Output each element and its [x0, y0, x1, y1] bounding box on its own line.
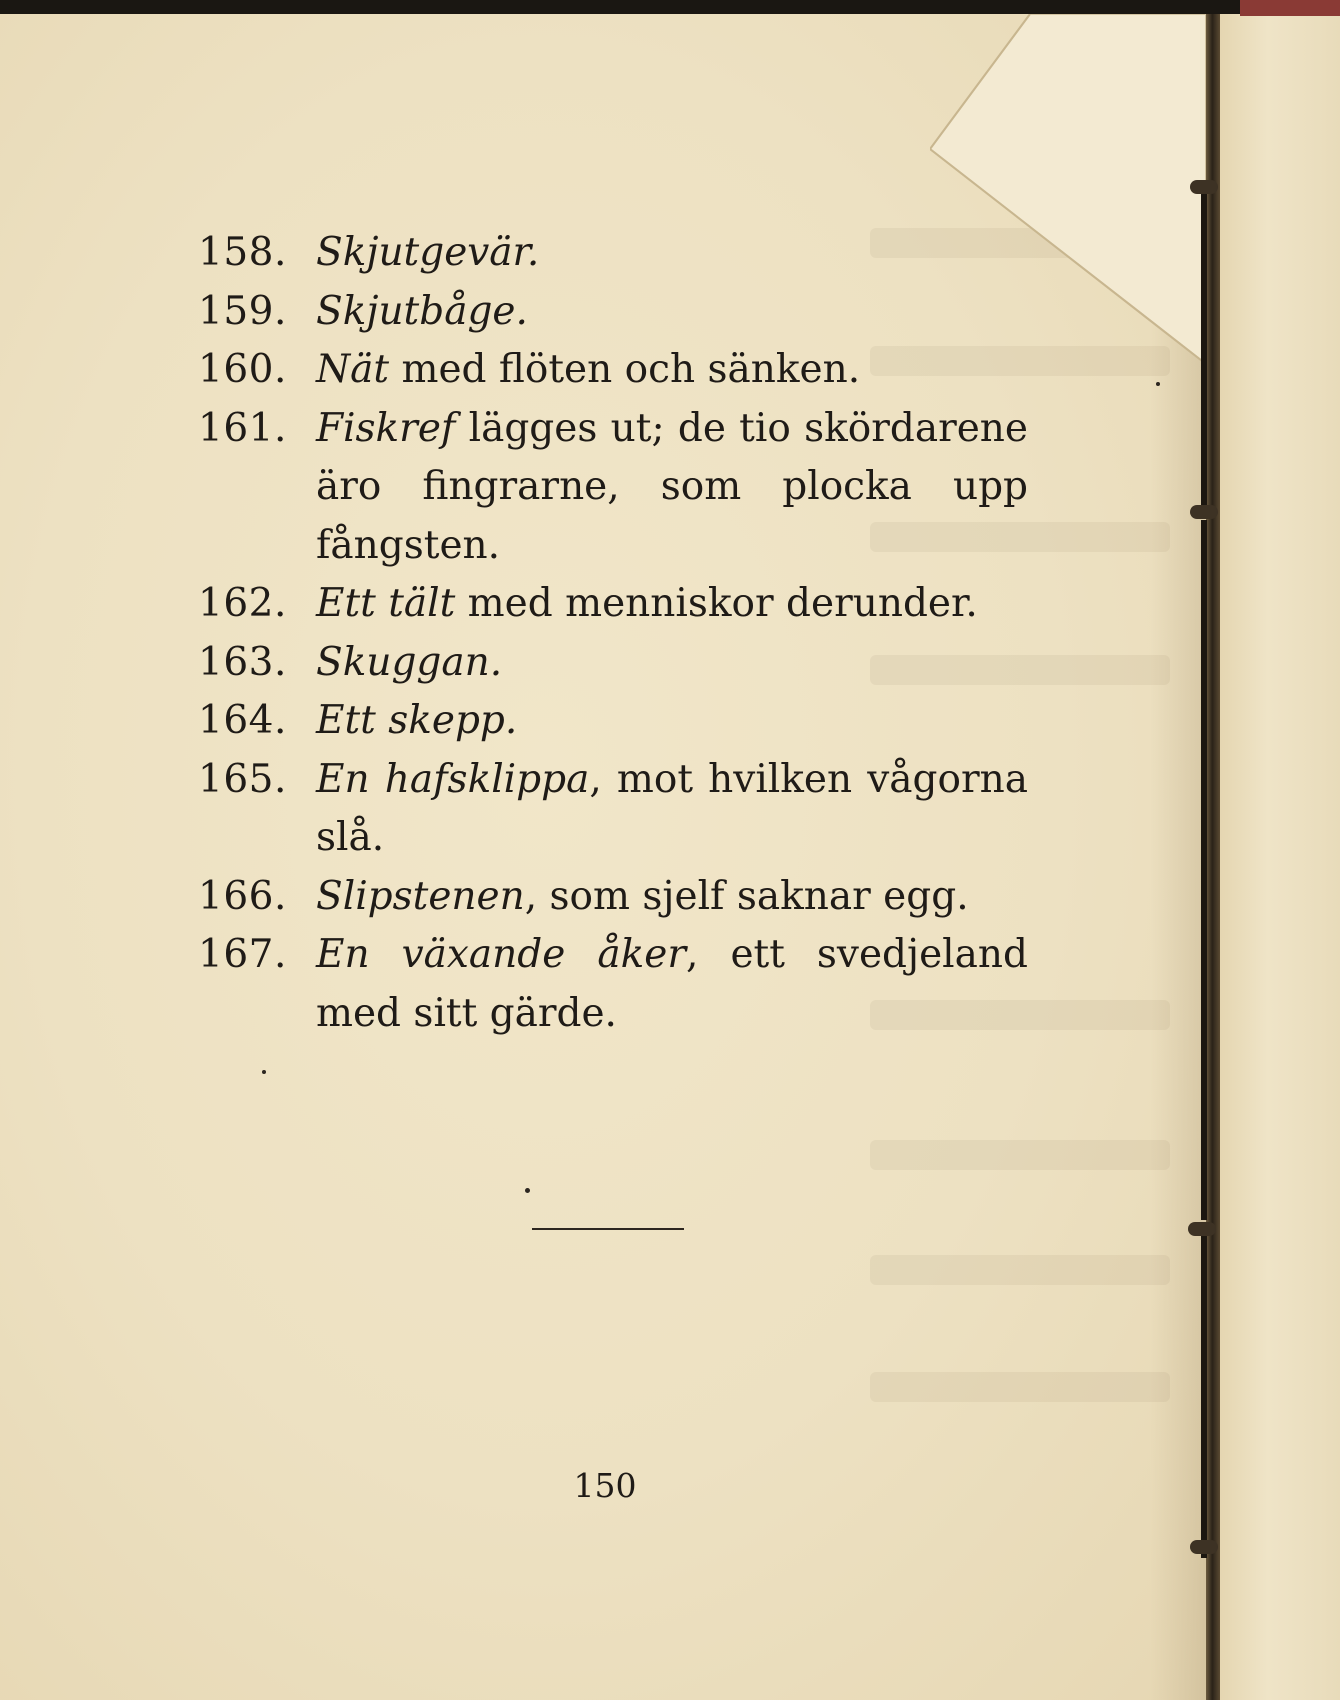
entry-number: 158.: [198, 230, 287, 275]
entry-text: [316, 224, 1028, 283]
answer-keyword: Nät: [316, 347, 390, 392]
answer-entry: [198, 575, 1028, 634]
entry-number: 167.: [198, 932, 287, 977]
book-gutter: [1206, 14, 1220, 1700]
ink-speck: [262, 1070, 266, 1074]
entry-text: [316, 575, 1028, 634]
entry-number: 164.: [198, 698, 287, 743]
end-rule: [532, 1228, 684, 1230]
answer-entry: [198, 868, 1028, 927]
answer-explanation: , ett svedjeland med sitt gärde.: [316, 932, 1028, 1036]
entry-number: 161.: [198, 405, 287, 451]
answer-keyword: Skjutbåge.: [316, 288, 528, 334]
binding-thread: [1201, 180, 1207, 510]
answer-explanation: lägges ut; de tio skördarene äro fingrarne, som plocka upp fångsten.: [316, 405, 1028, 568]
answer-entry: [198, 692, 1028, 751]
answer-explanation: med menniskor derunder.: [455, 581, 978, 626]
binding-thread: [1201, 520, 1207, 1220]
entry-text: [316, 751, 1028, 868]
binding-thread: [1201, 1228, 1207, 1558]
binding-knot: [1190, 1540, 1218, 1554]
binding-knot: [1190, 505, 1218, 519]
entry-text: [316, 926, 1028, 1043]
answer-entry: [198, 341, 1028, 400]
book-cover-edge: [1240, 0, 1340, 16]
entry-number: 166.: [198, 873, 287, 919]
answer-entry: [198, 400, 1028, 576]
answer-keyword: Skuggan.: [316, 639, 503, 685]
page-number: 150: [573, 1466, 637, 1505]
entry-number: 160.: [198, 347, 287, 392]
answer-entry: [198, 926, 1028, 1043]
entry-text: [316, 692, 1028, 751]
entry-text: [316, 868, 1028, 927]
binding-knot: [1190, 180, 1218, 194]
entry-text: [316, 634, 1028, 693]
answer-keyword: Ett skepp.: [316, 698, 518, 743]
answer-entry: [198, 283, 1028, 342]
answer-entry: [198, 634, 1028, 693]
answer-explanation: med flöten och sänken.: [389, 347, 861, 392]
ink-speck: [525, 1188, 530, 1193]
entry-number: 162.: [198, 581, 287, 626]
entry-number: 159.: [198, 288, 287, 334]
entry-text: [316, 283, 1028, 342]
binding-knot: [1188, 1222, 1216, 1236]
entry-text: [316, 341, 1028, 400]
entry-number: 163.: [198, 639, 287, 685]
ink-speck: [1156, 382, 1160, 386]
answer-keyword: Skjutgevär.: [316, 230, 540, 275]
answer-keyword: Ett tält: [316, 581, 456, 626]
answer-entry: [198, 224, 1028, 283]
answer-explanation: , mot hvilken vågorna slå.: [316, 756, 1029, 860]
answer-keyword: En hafsklippa: [316, 756, 590, 802]
answer-keyword: Slipstenen: [316, 873, 525, 919]
answer-entry: [198, 751, 1028, 868]
adjacent-page-edge: [1220, 14, 1340, 1700]
answer-keyword: Fiskref: [316, 405, 456, 451]
answer-keyword: En växande åker: [316, 932, 686, 977]
riddle-answers-list: [198, 224, 1028, 1043]
entry-number: 165.: [198, 756, 287, 802]
entry-text: [316, 400, 1028, 576]
answer-explanation: , som sjelf saknar egg.: [524, 873, 969, 919]
